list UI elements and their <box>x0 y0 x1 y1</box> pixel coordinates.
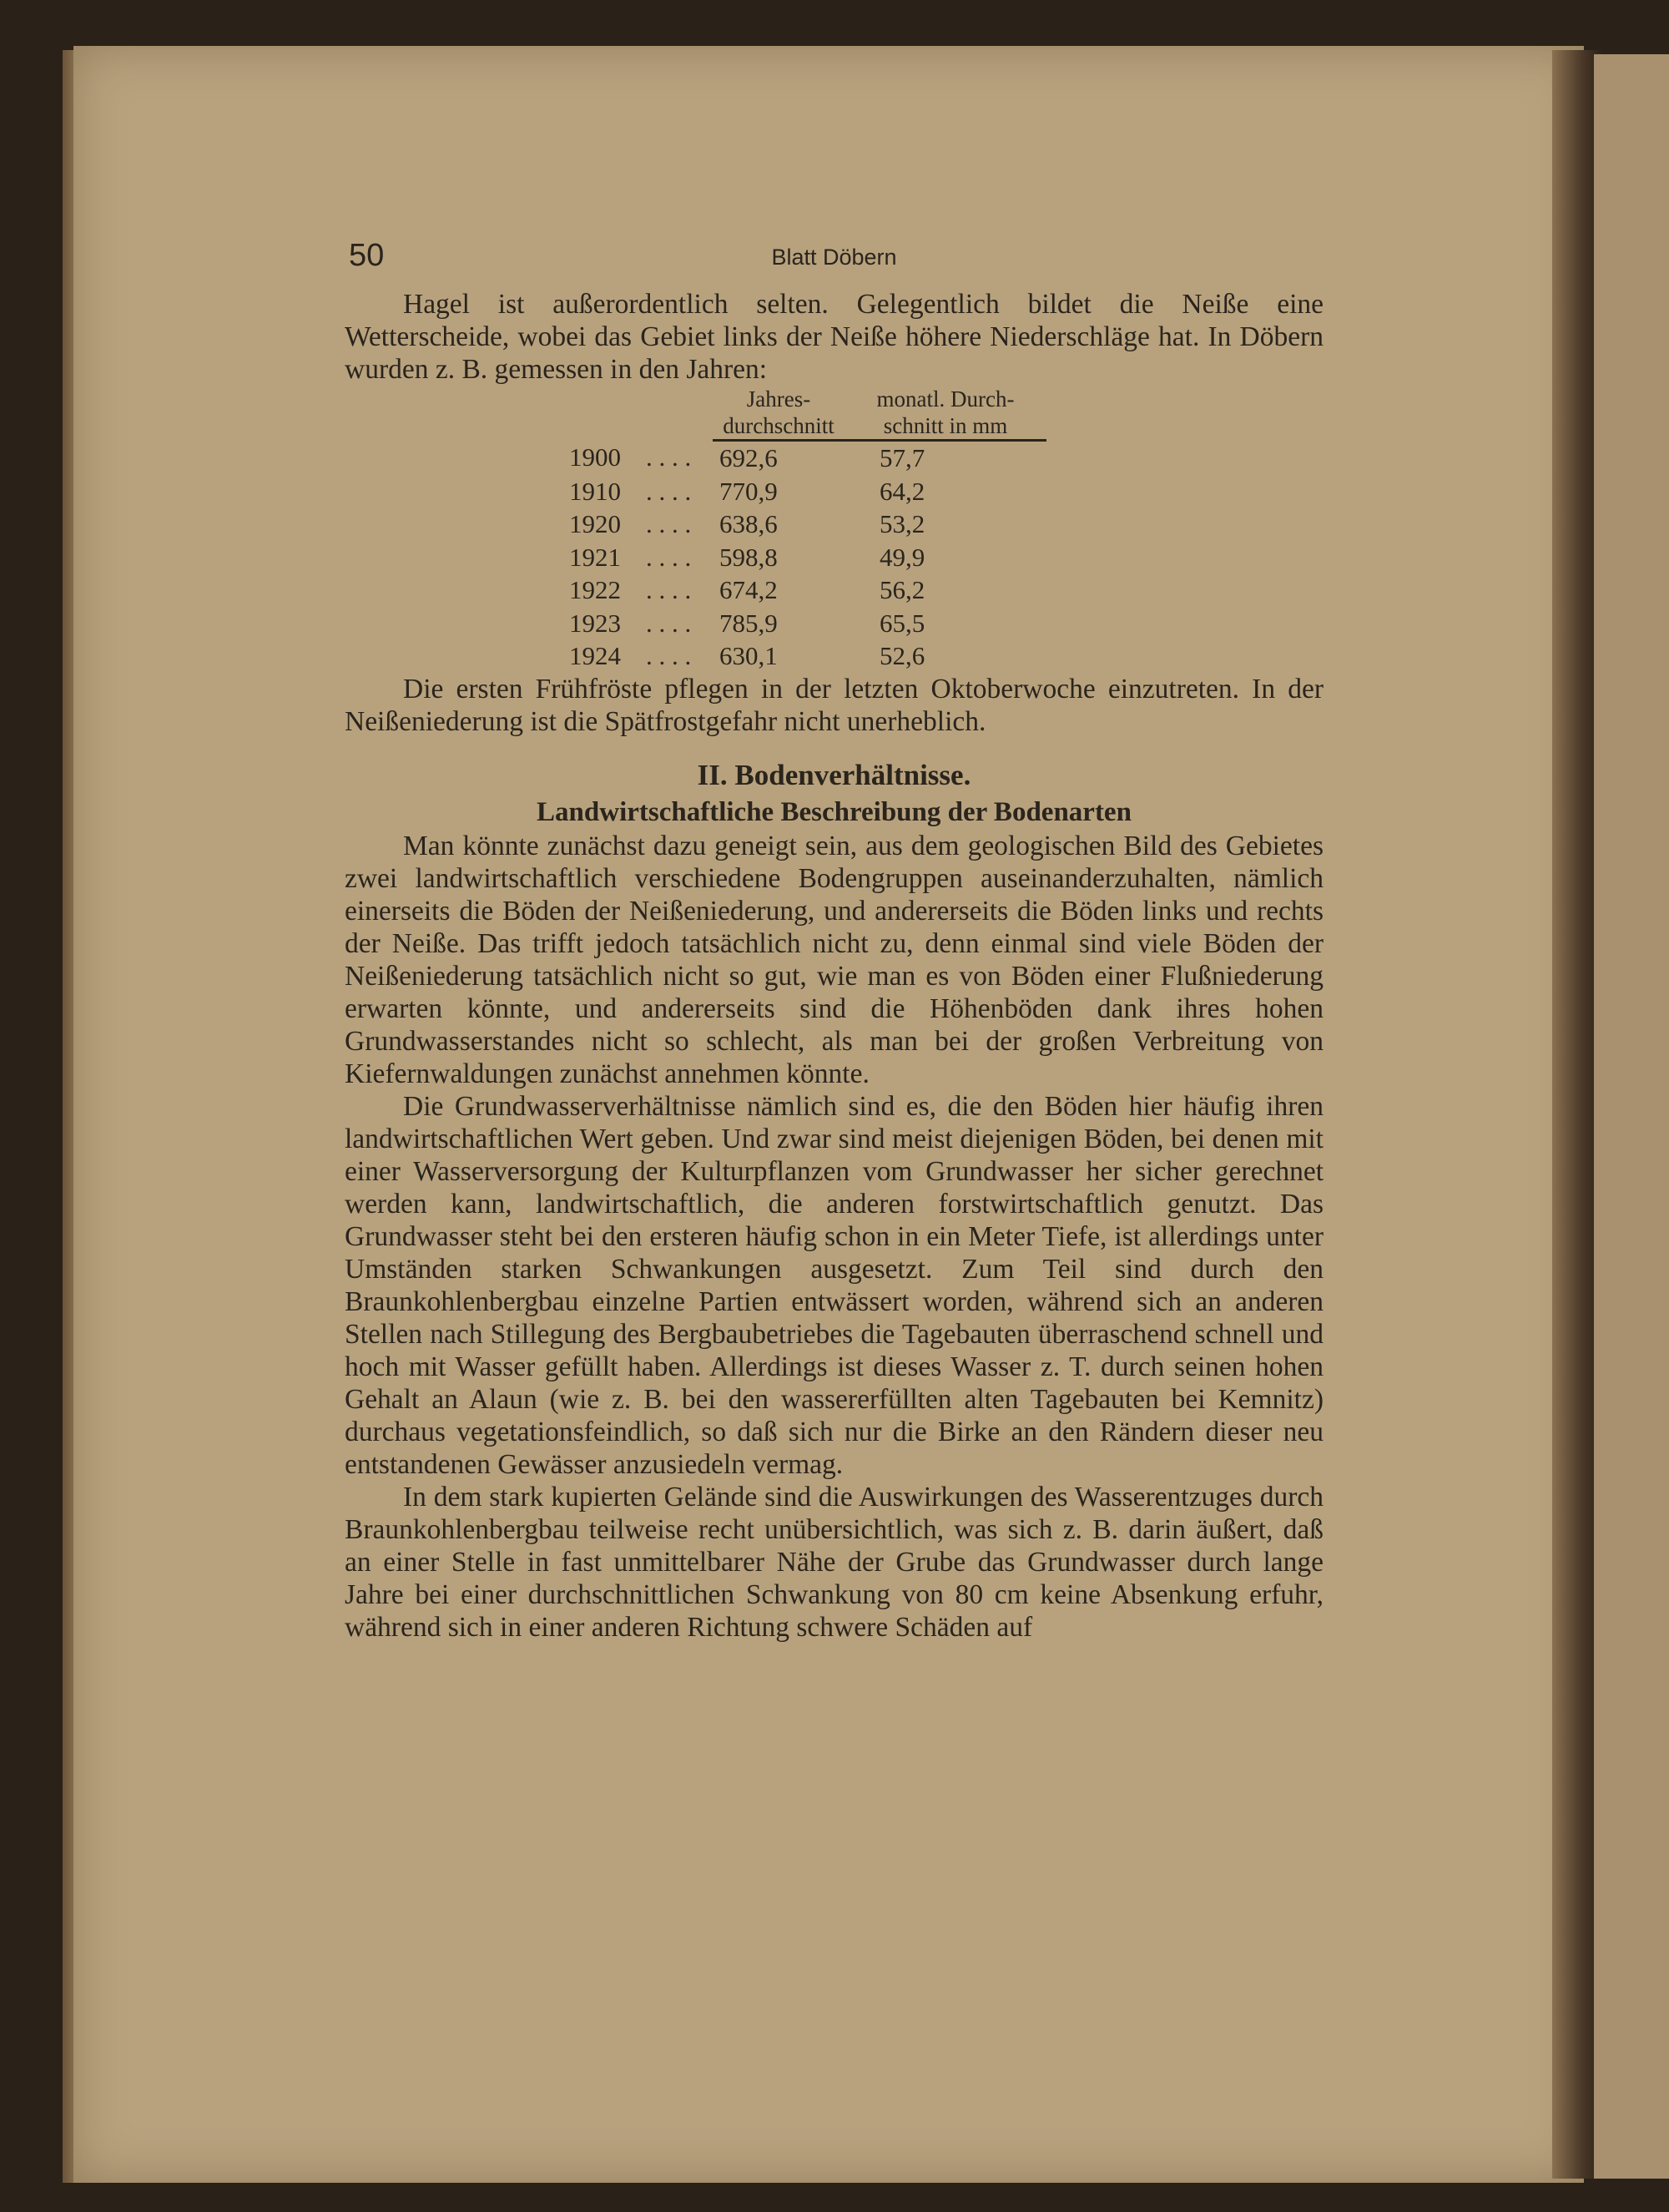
year-cell: 1922 <box>569 575 621 604</box>
table-row <box>569 441 1046 475</box>
year-cell: 1920 <box>569 509 621 538</box>
precipitation-table <box>569 386 1046 673</box>
table-row <box>569 541 1046 574</box>
leader-dots: . . . . <box>646 542 692 572</box>
paragraph-groundwater: Die Grundwasserverhältnisse nämlich sind es, die den Böden hier häufig ihren landwirtschaftlichen Wert geben. Und zwar sind meist diejenigen Böden, bei denen mit einer Wasserversorgung der Kulturpflanzen vom Grundwasser her sicher gerechnet werden kann, landwirtschaftlich, die anderen forstwirtschaftlich genutzt. Das Grundwasser steht bei den ersteren häufig schon in ein Meter Tiefe, ist allerdings unter Umständen starken Schwankungen ausgesetzt. Zum Teil sind durch den Braunkohlenbergbau einzelne Partien entwässert worden, während sich an anderen Stellen nach Stillegung des Bergbaubetriebes die Tagebauten überraschend schnell und hoch mit Wasser gefüllt haben. Allerdings ist dieses Wasser z. T. durch seinen hohen Gehalt an Alaun (wie z. B. bei den wassererfüllten alten Tagebauten bei Kemnitz) durchaus vegetationsfeindlich, so daß sich nur die Birke an den Rändern dieser neu entstandenen Gewässer anzusiedeln vermag. <box>345 1090 1324 1480</box>
running-header <box>345 238 1324 288</box>
monthly-value-cell: 49,9 <box>880 542 925 572</box>
monthly-value-cell: 57,7 <box>880 443 925 472</box>
year-cell: 1923 <box>569 608 621 638</box>
leader-dots: . . . . <box>646 442 692 472</box>
table-row <box>569 475 1046 508</box>
monthly-value-cell: 52,6 <box>880 641 925 670</box>
annual-value-cell: 770,9 <box>719 476 778 506</box>
subsection-heading: Landwirtschaftliche Beschreibung der Bodenarten <box>537 796 1132 827</box>
leader-dots: . . . . <box>646 476 692 506</box>
column-header-annual: Jahres- durchschnitt <box>713 386 845 441</box>
leader-dots: . . . . <box>646 641 692 670</box>
page-content <box>345 238 1324 1644</box>
annual-value-cell: 785,9 <box>719 608 778 638</box>
year-cell: 1921 <box>569 542 621 572</box>
year-cell: 1924 <box>569 641 621 670</box>
facing-page-edge <box>1594 54 1669 2179</box>
monthly-value-cell: 65,5 <box>880 608 925 638</box>
leader-dots: . . . . <box>646 509 692 538</box>
running-title: Blatt Döbern <box>771 245 897 270</box>
section-heading: II. Bodenverhältnisse. <box>697 758 971 791</box>
monthly-value-cell: 53,2 <box>880 509 925 538</box>
year-cell: 1910 <box>569 476 621 506</box>
annual-value-cell: 638,6 <box>719 509 778 538</box>
annual-value-cell: 630,1 <box>719 641 778 670</box>
column-header-monthly: monatl. Durch- schnitt in mm <box>845 386 1046 441</box>
paragraph-hail: Hagel ist außerordentlich selten. Gelegentlich bildet die Neiße eine Wetterscheide, wobei das Gebiet links der Neiße höhere Niederschläge hat. In Döbern wurden z. B. gemessen in den Jahren: <box>345 289 1324 385</box>
year-cell: 1900 <box>569 442 621 472</box>
paragraph-soil-groups: Man könnte zunächst dazu geneigt sein, aus dem geologischen Bild des Gebietes zwei landwirtschaftlich verschiedene Bodengruppen auseinanderzuhalten, nämlich einerseits die Böden der Neißeniederung, und andererseits die Böden links und rechts der Neiße. Das trifft jedoch tatsächlich nicht zu, denn einmal sind viele Böden der Neißeniederung tatsächlich nicht so gut, wie man es von Böden einer Flußniederung erwarten könnte, und andererseits sind die Höhenböden dank ihres hohen Grundwasserstandes nicht so schlecht, als man bei der großen Verbreitung von Kiefernwaldungen zunächst annehmen könnte. <box>345 830 1324 1089</box>
annual-value-cell: 598,8 <box>719 542 778 572</box>
paragraph-frost: Die ersten Frühfröste pflegen in der letzten Oktoberwoche einzutreten. In der Neißeniederung ist die Spätfrostgefahr nicht unerheblich. <box>345 673 1324 737</box>
annual-value-cell: 692,6 <box>719 443 778 472</box>
table-row <box>569 607 1046 640</box>
paragraph-mining: In dem stark kupierten Gelände sind die Auswirkungen des Wasserentzuges durch Braunkohlenbergbau teilweise recht unübersichtlich, was sich z. B. darin äußert, daß an einer Stelle in fast unmittelbarer Nähe der Grube das Grundwasser durch lange Jahre bei einer durchschnittlichen Schwankung von 80 cm keine Absenkung erfuhr, während sich in einer anderen Richtung schwere Schäden auf <box>345 1481 1324 1643</box>
monthly-value-cell: 56,2 <box>880 575 925 604</box>
table-row <box>569 508 1046 541</box>
table-row <box>569 573 1046 607</box>
table-row <box>569 639 1046 673</box>
annual-value-cell: 674,2 <box>719 575 778 604</box>
leader-dots: . . . . <box>646 608 692 638</box>
monthly-value-cell: 64,2 <box>880 476 925 506</box>
leader-dots: . . . . <box>646 575 692 604</box>
page-number: 50 <box>349 238 385 273</box>
